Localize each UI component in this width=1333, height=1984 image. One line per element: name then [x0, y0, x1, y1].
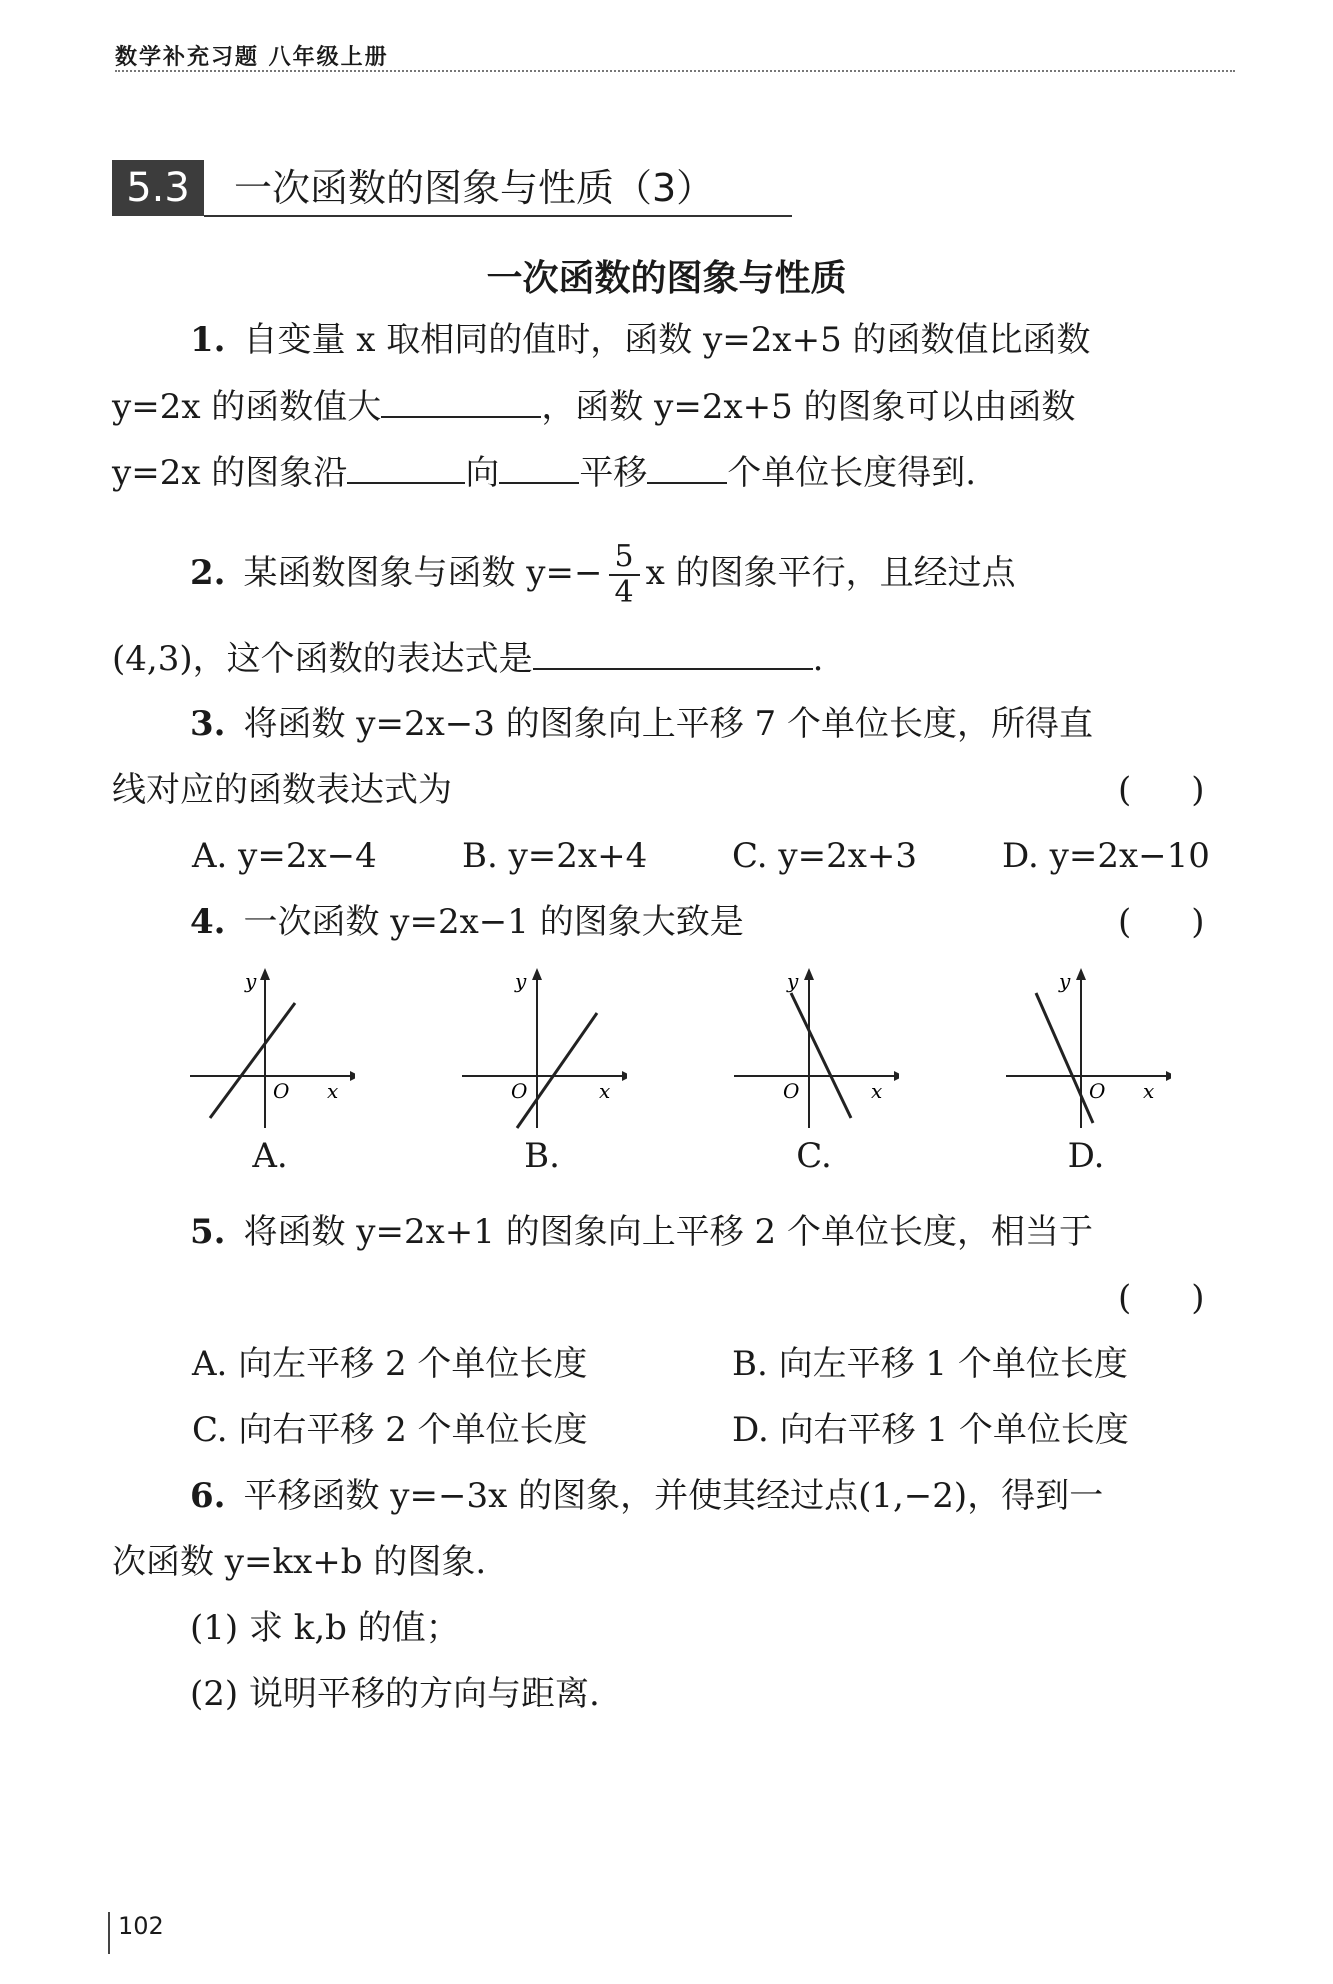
q4-graph-b[interactable] — [457, 968, 627, 1176]
header-divider — [115, 70, 1235, 72]
q2-text-1b: x 的图象平行，且经过点 — [645, 553, 1016, 593]
q1-line-3 — [112, 452, 976, 493]
q4-number: 4. — [190, 902, 226, 942]
axis-y-label: y — [787, 969, 799, 993]
section-title: 一次函数的图象与性质（3） — [234, 166, 715, 210]
q4-graph-d[interactable] — [1001, 968, 1171, 1176]
q4-line-1 — [190, 902, 744, 942]
q3-option-b[interactable]: B. y=2x+4 — [462, 836, 648, 876]
axis-y-label: y — [1059, 969, 1071, 993]
q2-line-1 — [190, 540, 1016, 610]
q3-answer-brackets[interactable] — [1118, 770, 1205, 810]
q1-text-3c: 平移 — [579, 453, 648, 493]
q2-text-2a: (4,3)，这个函数的表达式是 — [112, 639, 533, 679]
q1-blank-1[interactable] — [381, 386, 541, 418]
graph-c-svg — [729, 968, 899, 1138]
q6-text-1: 平移函数 y=−3x 的图象，并使其经过点(1,−2)，得到一 — [243, 1476, 1104, 1516]
graph-label-d: D. — [1067, 1136, 1105, 1176]
q5-number: 5. — [190, 1212, 226, 1252]
q2-fraction-numerator: 5 — [609, 540, 640, 576]
q1-number: 1. — [190, 320, 226, 360]
q4-graph-options — [185, 968, 1195, 1198]
q5-option-d[interactable]: D. 向右平移 1 个单位长度 — [732, 1410, 1129, 1450]
q4-graph-c[interactable] — [729, 968, 899, 1176]
origin-label: O — [1089, 1079, 1106, 1103]
q3-option-d[interactable]: D. y=2x−10 — [1002, 836, 1210, 876]
q1-text-3b: 向 — [465, 453, 500, 493]
axis-y-label: y — [515, 969, 527, 993]
q2-fraction-denominator: 4 — [614, 575, 634, 610]
origin-label: O — [273, 1079, 290, 1103]
axis-x-label: x — [599, 1079, 611, 1103]
close-paren: ) — [1191, 902, 1205, 942]
q2-text-2b: . — [812, 639, 824, 679]
q4-answer-brackets[interactable] — [1118, 902, 1205, 942]
subtitle: 一次函数的图象与性质 — [486, 258, 847, 299]
open-paren: ( — [1118, 770, 1132, 810]
graph-label-a: A. — [252, 1136, 288, 1176]
axis-x-label: x — [1143, 1079, 1155, 1103]
q2-number: 2. — [190, 553, 226, 593]
q2-line-2 — [112, 638, 823, 679]
q6-part-2: (2) 说明平移的方向与距离. — [190, 1674, 600, 1714]
q5-option-b[interactable]: B. 向左平移 1 个单位长度 — [732, 1344, 1128, 1384]
axis-x-label: x — [327, 1079, 339, 1103]
q1-blank-3[interactable] — [499, 452, 579, 484]
q1-text-2b: ，函数 y=2x+5 的图象可以由函数 — [541, 387, 1076, 427]
axis-x-label: x — [871, 1079, 883, 1103]
q6-part-1: (1) 求 k,b 的值； — [190, 1608, 460, 1648]
q2-fraction — [609, 540, 640, 610]
q1-text-3d: 个单位长度得到. — [727, 453, 977, 493]
q6-line-1 — [190, 1476, 1103, 1516]
graph-d-svg — [1001, 968, 1171, 1138]
page-number: 102 — [118, 1912, 164, 1940]
q3-option-a[interactable]: A. y=2x−4 — [192, 836, 377, 876]
page-number-rule — [108, 1912, 110, 1954]
close-paren: ) — [1191, 770, 1205, 810]
section-number: 5.3 — [112, 160, 204, 216]
q2-text-1a: 某函数图象与函数 y=− — [243, 553, 603, 593]
q2-blank[interactable] — [533, 638, 813, 670]
open-paren: ( — [1118, 1278, 1132, 1318]
q1-blank-2[interactable] — [347, 452, 465, 484]
q5-text: 将函数 y=2x+1 的图象向上平移 2 个单位长度，相当于 — [243, 1212, 1093, 1252]
axis-y-label: y — [245, 969, 257, 993]
q5-option-a[interactable]: A. 向左平移 2 个单位长度 — [192, 1344, 588, 1384]
close-paren: ) — [1191, 1278, 1205, 1318]
q5-line-1 — [190, 1212, 1093, 1252]
q3-number: 3. — [190, 704, 226, 744]
q1-line-1 — [190, 320, 1091, 360]
q4-graph-a[interactable] — [185, 968, 355, 1176]
q6-number: 6. — [190, 1476, 226, 1516]
q3-text-2: 线对应的函数表达式为 — [112, 770, 452, 810]
q5-answer-brackets[interactable] — [1118, 1278, 1205, 1318]
graph-a-svg — [185, 968, 355, 1138]
q4-text: 一次函数 y=2x−1 的图象大致是 — [243, 902, 744, 942]
graph-b-svg — [457, 968, 627, 1138]
graph-label-c: C. — [796, 1136, 832, 1176]
q3-line-1 — [190, 704, 1093, 744]
section-heading — [112, 160, 792, 216]
q1-text-3a: y=2x 的图象沿 — [112, 453, 348, 493]
graph-label-b: B. — [524, 1136, 560, 1176]
q3-text-1: 将函数 y=2x−3 的图象向上平移 7 个单位长度，所得直 — [243, 704, 1093, 744]
q3-option-c[interactable]: C. y=2x+3 — [732, 836, 918, 876]
q6-line-2: 次函数 y=kx+b 的图象. — [112, 1542, 487, 1582]
origin-label: O — [511, 1079, 528, 1103]
running-header: 数学补充习题 八年级上册 — [115, 45, 389, 70]
q1-line-2 — [112, 386, 1076, 427]
origin-label: O — [783, 1079, 800, 1103]
q5-option-c[interactable]: C. 向右平移 2 个单位长度 — [192, 1410, 588, 1450]
section-underline — [204, 215, 792, 217]
q1-text-2a: y=2x 的函数值大 — [112, 387, 382, 427]
open-paren: ( — [1118, 902, 1132, 942]
q1-text-1: 自变量 x 取相同的值时，函数 y=2x+5 的函数值比函数 — [243, 320, 1091, 360]
q3-line-2 — [112, 770, 452, 810]
q1-blank-4[interactable] — [647, 452, 727, 484]
